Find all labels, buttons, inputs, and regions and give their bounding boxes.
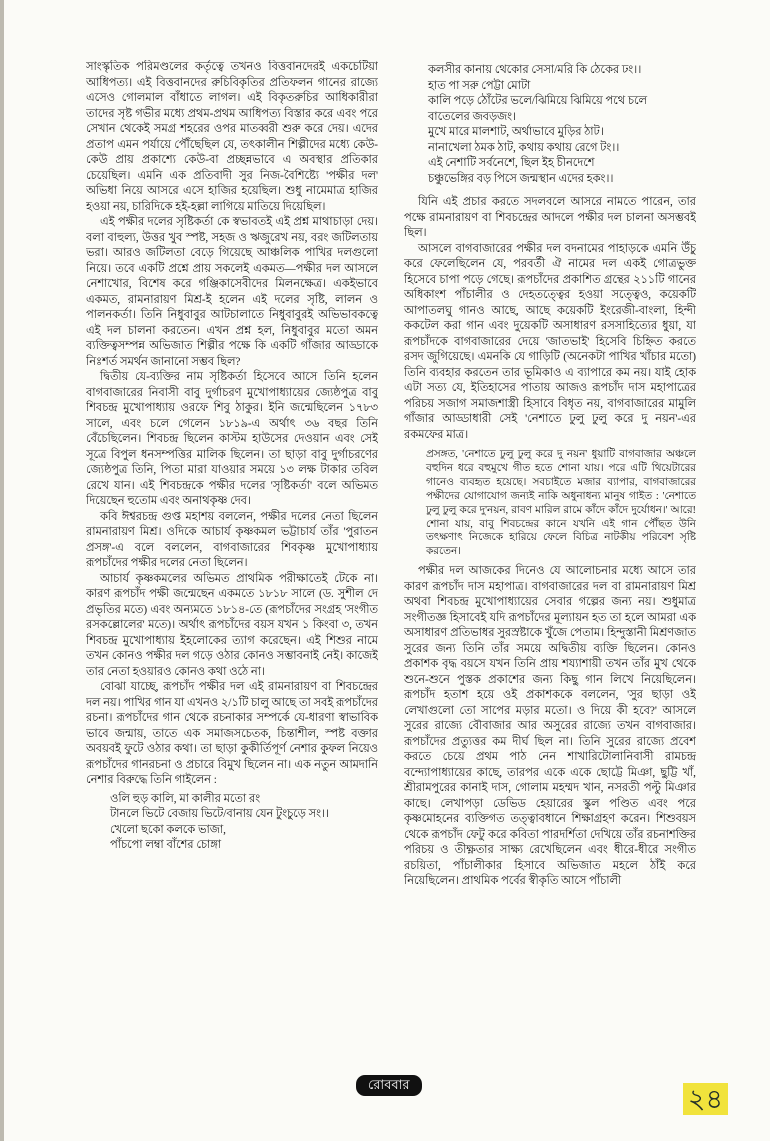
verse-line: কলসীর কানায় থেকোর সেসা/মরি কি ঠেকের ঢং।। (428, 64, 642, 76)
verse-line: বাতেলের জবড়জং। (428, 110, 517, 123)
page-footer (4, 1075, 770, 1127)
song-verse-block (110, 792, 378, 854)
verse-line: খেলো ছকো কলকে ভাজা, (110, 823, 226, 836)
verse-line: এই নেশাটি সর্বনেশে, ছিল ইহ চীনদেশে (428, 157, 595, 169)
page-number: ২৪ (683, 1083, 728, 1115)
body-paragraph: আসলে বাগবাজারের পক্ষীর দল বদনামের পাহাড়কে এমনি উঁচু করে ফেলেছিলেন যে, পরবর্তী ঐ নামের দল একই গোত্রভুক্ত হিসেবে চাপা পড়ে গেছে। রূপচাঁদের প্রকাশিত গ্রন্থের ২১১টি গানের অধিকাংশ পাঁচালীর ও দেহতত্ত্বের হওয়া সত্ত্বেও, কয়েকটি আপাতলঘু গানও আছে, আছে কয়েকটি ইংরেজী-বাংলা, হিন্দী ককটেল করা গান এবং দুয়েকটি অসাধারণ রসসাহিত্যের ধুয়া, যা রূপচাঁদকে বাগবাজারের দেয়ে 'জাতভাই' হিসেবি চিহ্নিত করতে রসদ জুগিয়েছে। এমনকি যে গাড়িটি (অনেকটা পাখির খাঁচার মতো) তিনি ব্যবহার করতেন তার ভূমিকাও এ ব্যাপারে কম নয়। যাই হোক এটা সত্য যে, ইতিহাসের পাতায় আজও রূপচাঁদ দাস মহাপাত্রের পরিচয় সজাগ সমাজশাস্ত্রী হিসাবে বিধৃত নয়, বাগবাজারের মামুলি গাঁজার আড্ডাধারী সেই 'নেশাতে ঢুলু ঢুলু করে দু নয়ন'-এর রকমফের মাত্র। (404, 242, 696, 441)
body-paragraph: বোঝা যাচ্ছে, রূপচাঁদ পক্ষীর দল এই রামনারায়ণ বা শিবচন্দ্রের দল নয়। পাখির গান যা এখনও ২/১টি চালু আছে তা সবই রূপচাঁদের রচনা। রূপচাঁদের গান থেকে রচনাকার সম্পর্কে যে-ধারণা স্বাভাবিক ভাবে জন্মায়, তাতে এক সমাজসচেতক, চিন্তাশীল, স্পষ্ট বক্তার অবয়বই ফুটে ওঠার কথা। তা ছাড়া কুকীর্তিপূর্ণ নেশার কুফল নিয়েও রূপচাঁদের গানরচনা ও প্রচারে বিমুখ ছিলেন না। এক নতুন আমদানি নেশার বিরুদ্ধে তিনি গাইলেন : (86, 681, 378, 786)
magazine-name-badge: রোববার (356, 1075, 422, 1096)
verse-line: চঞ্চুভেঙ্গির বড় পিসে জন্মস্থান এদের হকং।। (428, 172, 614, 185)
body-paragraph: পক্ষীর দল আজকের দিনেও যে আলোচনার মধ্যে আসে তার কারণ রূপচাঁদ দাস মহাপাত্র। বাগবাজারের দল বা রামনারায়ণ মিশ্র অথবা শিবচন্দ্র মুখোপাধ্যায়ের সেবার গল্পের জন্য নয়। শুধুমাত্র সংগীতজ্ঞ হিসাবেই যদি রূপচাঁদের মূল্যায়ন হত তা হলে আমরা এক অসাধারণ প্রতিভাধর সুরস্রষ্টাকে খুঁজে পেতাম। হিন্দুস্তানী মিশ্রণজাত সুরের জন্য তিনি তাঁর সময়ে অদ্বিতীয় ব্যক্তি ছিলেন। কোনও প্রকাশক বৃদ্ধ বয়সে যখন তিনি প্রায় শয্যাশায়ী তখন তাঁর মুখ থেকে শুনে-শুনে পুস্তক প্রকাশের জন্য কিছু গান লিখে নিয়েছিলেন। রূপচাঁদ হতাশ হয়ে ওই প্রকাশককে বললেন, 'সুর ছাড়া ওই লেখাগুলো তো সাপের মড়ার মতো। ও দিয়ে কী হবে?' আসলে সুরের রাজ্যে বৌবাজার আর অসুরের রাজ্যে তখন বাগবাজার। রূপচাঁদের প্রত্যুত্তর কম দীর্ঘ ছিল না। তিনি সুরের রাজ্যে প্রবেশ করতে চেয়ে প্রথম পাঠ নেন শাখারিটোলানিবাসী রামচন্দ্র বন্দ্যোপাধ্যায়ের কাছে, তারপর একে একে ছোট্টে মিঞা, ছুট্টি খাঁ, শ্রীরামপুরের কানাই দাস, গোলাম মহম্মদ খান, নসরতী পল্টু মিঞার কাছে। লেখাপড়া ডেভিড হেয়ারের স্কুল পণ্ডিত এবং পরে কৃষ্ণমোহনের ব্যক্তিগত তত্ত্বাবধানে শিক্ষাগ্রহণ করেন। শিশুবয়স থেকে রূপচাঁদ ফেটু করে কবিতা পারদর্শিতা দেখিয়ে তাঁর রচনাশক্তির পরিচয় ও তীক্ষ্ণতার সাক্ষ্য রেখেছিলেন এবং ধীরে-ধীরে সংগীত রচয়িতা, পাঁচালীকার হিসাবে অভিজাত মহলে ঠাঁই করে নিয়েছিলেন। প্রাথমিক পর্বের স্বীকৃতি আসে পাঁচালী (404, 565, 696, 888)
verse-line: হাত পা সরু পেট্টা মোটা (428, 79, 531, 92)
verse-line: নানাখেলা ঠমক ঠাট, কথায় কথায় রেগে টং।। (428, 141, 620, 154)
footnote-block: প্রসঙ্গত, 'নেশাতে ঢুলু ঢুলু করে দু নয়ন' ধুয়াটি বাগবাজার অঞ্চলে বহুদিন ধরে বহুমুখে গীত হতে শোনা যায়। পরে এটি থিয়েটারের গানেও ব্যবহৃত হয়েছে। সবচাইতে মজার ব্যাপার, বাগবাজারের পক্ষীদের যোগাযোগ জন্যই নাকি অধুনাধন্য মানুষ গাইত : 'নেশাতে ঢুলু ঢুলু করে দু'নয়ন, রাবণ মারিল রামে কাঁদে কাঁদে দুর্যোধন।' আরে! শোনা যায়, বাবু শিবচন্দ্রের কানে যখনি এই গান পৌঁছত উনি তৎক্ষণাৎ নিজেকে হারিয়ে ফেলে বিচিত্র নাটকীয় পরিবেশ সৃষ্টি করতেন। (426, 449, 696, 558)
body-paragraph: কবি ঈশ্বরচন্দ্র গুপ্ত মহাশয় বললেন, পক্ষীর দলের নেতা ছিলেন রামনারায়ণ মিশ্র। ওদিকে আচার্য কৃষ্ণকমল ভট্টাচার্য তাঁর 'পুরাতন প্রসঙ্গ'-এ বলে বললেন, বাগবাজারের শিবকৃষ্ণ মুখোপাধ্যায় রূপচাঁদের পক্ষীর দলের নেতা ছিলেন। (86, 510, 378, 569)
body-paragraph: যিনি এই প্রচার করতে সদলবলে আসরে নামতে পারেন, তার পক্ষে রামনারায়ণ বা শিবচন্দ্রের আদলে পক্ষীর দল চালনা অসম্ভবই ছিল। (404, 196, 696, 239)
body-paragraph: সাংস্কৃতিক পরিমণ্ডলের কর্তৃত্বে তখনও বিত্তবানদেরই একচেটিয়া আধিপত্য। এই বিত্তবানদের রুচিবিকৃতির প্রতিফলন গানের রাজ্যে এসেও গোলমাল বাঁধাতে লাগল। এই বিকৃতরুচির আধিকারীরা তাদের সৃষ্ট গভীর মধ্যে প্রথম-প্রথম আধিপত্য বিস্তার করে এবং পরে সেখান থেকেই সমগ্র শহরের ওপর মাতব্বরী শুরু করে দেয়। এদের প্রতাপ এমন পর্যায়ে পৌঁছেছিল যে, তৎকালীন শিল্পীদের মধ্যে কেউ-কেউ প্রায় প্রকাশ্যে কেউ-বা প্রচ্ছন্নভাবে এ অবস্থার প্রতিকার চেয়েছিল। এমনি এক প্রতিবাদী সুর নিজ-বৈশিষ্ট্যে 'পক্ষীর দল' অভিধা নিয়ে আসরে এসে হাজির হয়েছিল। শুধু নামেমাত্র হাজির হওয়া নয়, চারিদিকে হই-হল্লা লাগিয়ে মাতিয়ে দিয়েছিল। (86, 61, 378, 213)
left-column (86, 60, 378, 1070)
verse-line: টানলে ভিটে বেজায় ভিটে/বানায় যেন টুংচুড়ে সং।। (110, 808, 330, 820)
verse-line: কালি পড়ে ঠোঁটের ভলে/ঝিমিয়ে ঝিমিয়ে পথে চলে (428, 95, 647, 107)
verse-line: পাঁচপো লম্বা বাঁশের চোঙ্গা (110, 839, 222, 851)
body-paragraph: এই পক্ষীর দলের সৃষ্টিকর্তা কে স্বভাবতই এই প্রশ্ন মাথাচাড়া দেয়। বলা বাহুল্য, উত্তর খুব স্পষ্ট, সহজ ও ঋজুরেখ নয়, বরং জটিলতায় ভরা। আরও জটিলতা বেড়ে গিয়েছে আঞ্চলিক পাখির দলগুলো নিয়ে। তবে একটি প্রশ্নে প্রায় সকলেই একমত—পক্ষীর দল আসলে নেশাখোর, বিশেষ করে গঞ্জিকাসেবীদের মিলনক্ষেত্র। একইভাবে একমত, রামনারায়ণ মিশ্র-ই হলেন এই দলের সৃষ্টি, লালন ও পালনকর্তা। তিনি নিধুবাবুর আটচালাতে নিধুবাবুরই অভিভাবকত্বে এই দল চালনা করতেন। এখন প্রশ্ন হল, নিধুবাবুর মতো অমন ব্যক্তিত্বসম্পন্ন অভিজাত শিল্পীর পক্ষে কি একটি গাঁজার আড্ডাকে নিঃশর্ত সমর্থন জানানো সম্ভব ছিল? (86, 216, 378, 368)
body-paragraph: দ্বিতীয় যে-ব্যক্তির নাম সৃষ্টিকর্তা হিসেবে আসে তিনি হলেন বাগবাজারের নিবাসী বাবু দুর্গাচরণ মুখোপাধ্যায়ের জ্যেষ্ঠপুত্র বাবু শিবচন্দ্র মুখোপাধ্যায় ওরফে শিবু ঠাকুর। ইনি জন্মেছিলেন ১৭৮৩ সালে, এবং চলে গেলেন ১৮১৯-এ অর্থাৎ ৩৬ বছর তিনি বেঁচেছিলেন। শিবচন্দ্র ছিলেন কাস্টম হাউসের দেওয়ান এবং সেই সূত্রে বিপুল ধনসম্পত্তির মালিক ছিলেন। তা ছাড়া বাবু দুর্গাচরণের জ্যেষ্ঠপুত্র তিনি, পিতা মারা যাওয়ার সময়ে ১৩ লক্ষ টাকার তবিল রেখে যান। এই শিবচন্দ্রকে পক্ষীর দলের 'সৃষ্টিকর্তা' বলে অভিমত দিয়েছেন হুতোম এবং অনাথকৃষ্ণ দেব। (86, 371, 378, 507)
right-column (404, 60, 696, 1070)
verse-line: মুখে মারে মালশাট, অর্থাভাবে মুড়ির ঠাট। (428, 126, 604, 138)
body-paragraph: আচার্য কৃষ্ণকমলের অভিমত প্রাথমিক পরীক্ষাতেই টেকে না। কারণ রূপচাঁদ পক্ষী জন্মেছেন একমতে ১৮১৮ সালে (ড. সুশীল দে প্রভৃতির মতে) এবং অন্যমতে ১৮১৪-তে (রূপচাঁদের সংগ্রহ 'সংগীত রসকল্লোলের' মতে)। অর্থাৎ রূপচাঁদের বয়স যখন ১ কিংবা ৩, তখন শিবচন্দ্র মুখোপাধ্যায় ইহলোকের ত্যাগ করেছেন। এই শিশুর নামে তখন কোনও পক্ষীর দল গড়ে ওঠার কোনও সম্ভাবনাই নেই। কাজেই তার নেতা হওয়ারও কোনও কথা ওঠে না। (86, 572, 378, 678)
text-columns (86, 60, 696, 1070)
song-verse-block (428, 63, 696, 187)
verse-line: ওলি হুড় কালি, মা কালীর মতো রং (110, 792, 261, 805)
